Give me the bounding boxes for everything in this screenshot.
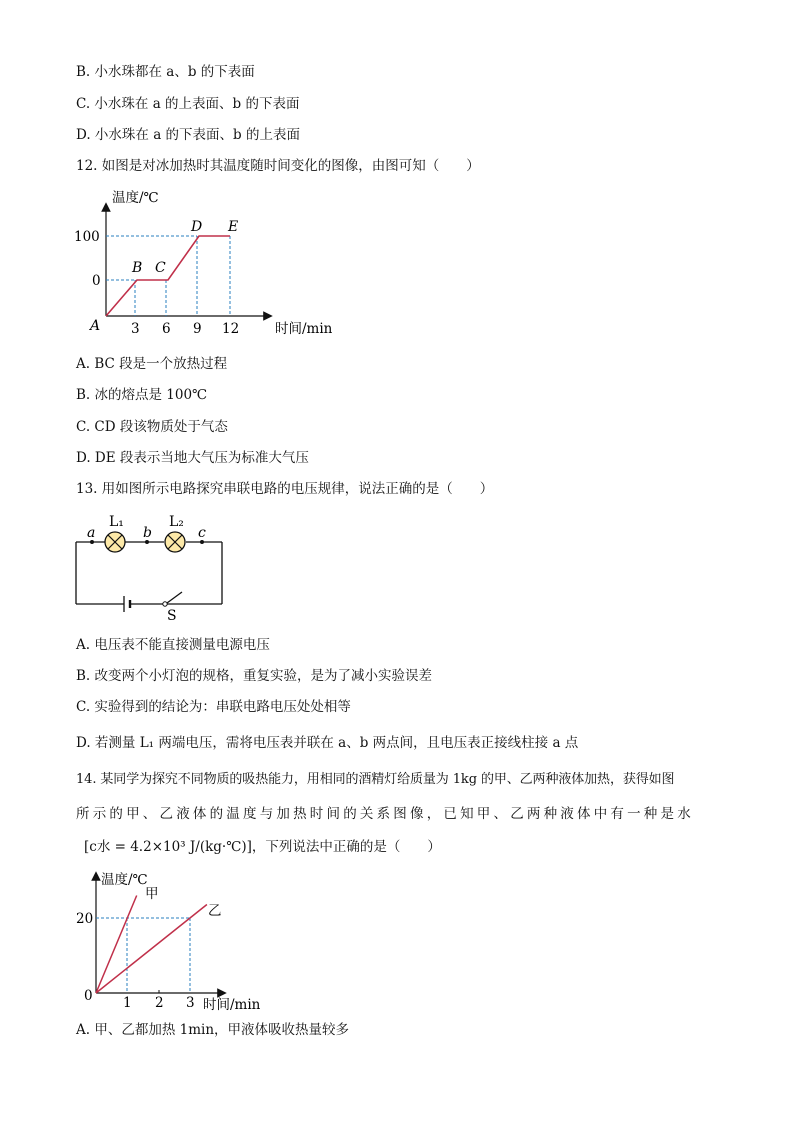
q12-y-tick-0: 0 (92, 273, 101, 289)
q14-x-label: 时间/min (203, 997, 261, 1013)
q12-point-c: C (155, 260, 166, 276)
q14-series-yi-label: 乙 (208, 903, 222, 919)
q14-series-jia-label: 甲 (145, 886, 159, 902)
q13-stem: 13. 用如图所示电路探究串联电路的电压规律，说法正确的是（ ） (76, 481, 494, 497)
q12-y-tick-100: 100 (74, 229, 100, 245)
node-c-label: c (198, 525, 206, 541)
q13-option-c: C. 实验得到的结论为：串联电路电压处处相等 (76, 699, 351, 715)
q12-option-c: C. CD 段该物质处于气态 (76, 419, 228, 435)
node-b-label: b (143, 525, 152, 541)
q14-y-tick-20: 20 (76, 911, 94, 927)
q13-option-d: D. 若测量 L₁ 两端电压，需将电压表并联在 a、b 两点间，且电压表正接线柱接 a 点 (76, 735, 579, 751)
q14-stem-line1: 14. 某同学为探究不同物质的吸热能力，用相同的酒精灯给质量为 1kg 的甲、乙两种液体加热，获得如图 (76, 772, 675, 787)
switch-label: S (167, 608, 177, 624)
q12-point-a: A (90, 318, 101, 334)
node-a-label: a (87, 525, 96, 541)
q14-x-tick-3: 3 (186, 995, 195, 1011)
q12-option-b: B. 冰的熔点是 100℃ (76, 387, 208, 403)
q12-x-tick-12: 12 (222, 321, 240, 337)
q14-origin: 0 (84, 988, 93, 1004)
q12-option-d: D. DE 段表示当地大气压为标准大气压 (76, 450, 309, 466)
q12-option-a: A. BC 段是一个放热过程 (76, 356, 228, 372)
q11-option-b: B. 小水珠都在 a、b 的下表面 (76, 64, 255, 80)
q12-x-tick-6: 6 (162, 321, 171, 337)
q13-option-a: A. 电压表不能直接测量电源电压 (76, 637, 270, 653)
q14-stem-line2: 所示的甲、乙液体的温度与加热时间的关系图像，已知甲、乙两种液体中有一种是水 (76, 806, 694, 822)
q14-option-a: A. 甲、乙都加热 1min，甲液体吸收热量较多 (76, 1022, 350, 1038)
lamp-l2-label: L₂ (169, 514, 184, 530)
q12-y-label: 温度/℃ (112, 190, 159, 206)
q14-series-jia (96, 896, 137, 994)
q14-stem-line3: [c水 = 4.2×10³ J/(kg·℃)]，下列说法中正确的是（ ） (84, 839, 441, 855)
q14-x-tick-2: 2 (155, 995, 164, 1011)
lamp-l1-label: L₁ (109, 514, 124, 530)
q12-point-d: D (191, 219, 203, 235)
q13-option-b: B. 改变两个小灯泡的规格，重复实验，是为了减小实验误差 (76, 668, 433, 684)
q12-x-tick-9: 9 (193, 321, 202, 337)
q11-option-c: C. 小水珠在 a 的上表面、b 的下表面 (76, 96, 300, 112)
q14-x-tick-1: 1 (123, 995, 132, 1011)
q12-stem: 12. 如图是对冰加热时其温度随时间变化的图像，由图可知（ ） (76, 158, 480, 174)
q14-y-label: 温度/℃ (101, 872, 148, 888)
q12-x-label: 时间/min (275, 321, 333, 337)
q12-point-e: E (228, 219, 239, 235)
q12-x-tick-3: 3 (131, 321, 140, 337)
q12-point-b: B (132, 260, 143, 276)
q11-option-d: D. 小水珠在 a 的下表面、b 的上表面 (76, 127, 300, 143)
